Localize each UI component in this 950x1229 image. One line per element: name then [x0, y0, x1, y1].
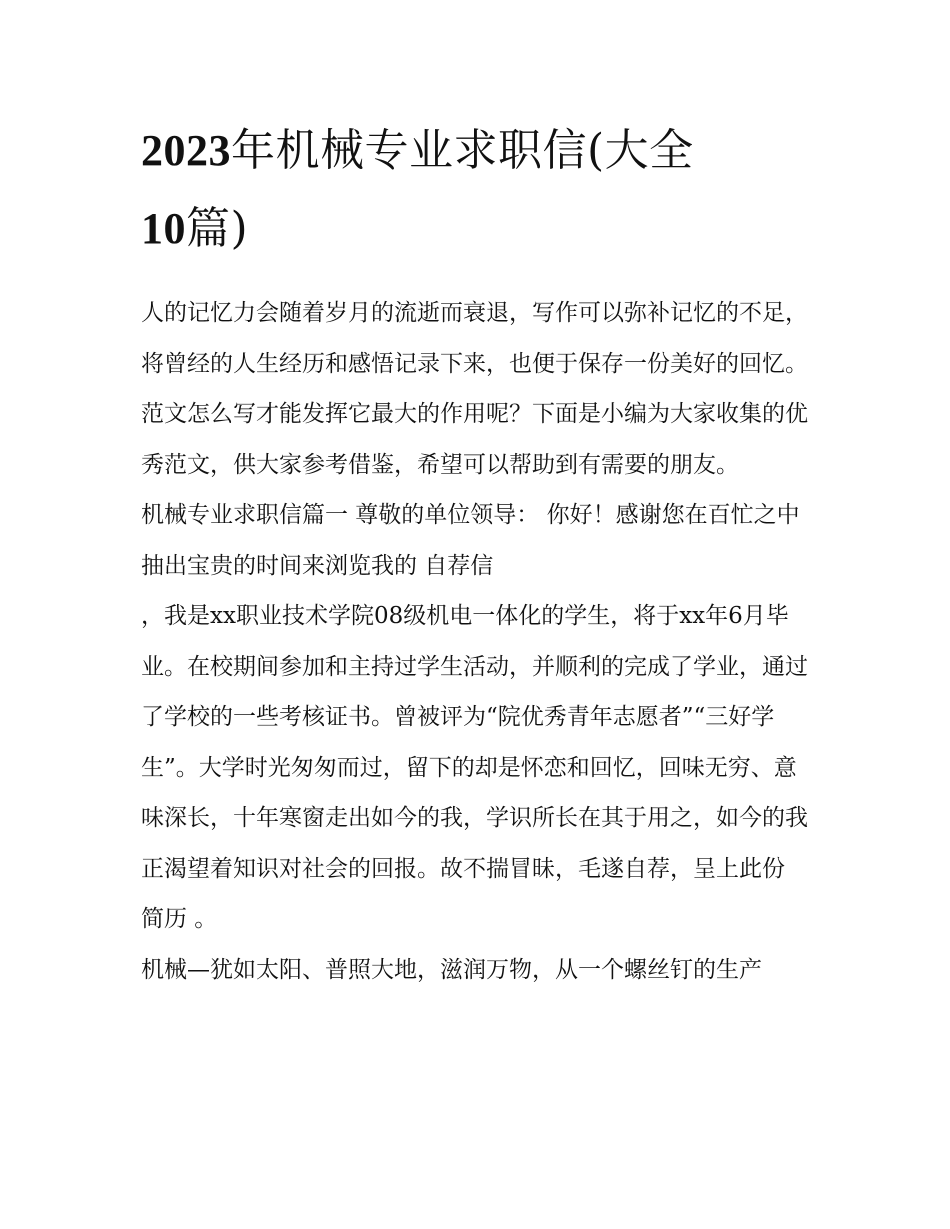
title-text-line1: 年机械专业求职信(大全	[231, 125, 694, 176]
title-count: 10	[141, 204, 186, 253]
paragraph-machinery: 机械—犹如太阳、普照大地，滋润万物，从一个螺丝钉的生产	[141, 956, 762, 983]
paragraph-resume: 简历 。	[141, 906, 218, 932]
document-title	[141, 112, 813, 268]
document-body	[141, 288, 813, 995]
paragraph-letter-opening: 机械专业求职信篇一 尊敬的单位领导： 你好！感谢您在百忙之中抽出宝贵的时间来浏览我的 自荐信	[141, 502, 800, 579]
title-text-line2: 篇)	[186, 203, 249, 254]
document-page	[141, 112, 813, 995]
paragraph-intro: 人的记忆力会随着岁月的流逝而衰退，写作可以弥补记忆的不足，将曾经的人生经历和感悟记录下来，也便于保存一份美好的回忆。范文怎么写才能发挥它最大的作用呢？下面是小编为大家收集的优秀范文，供大家参考借鉴，希望可以帮助到有需要的朋友。	[141, 300, 808, 478]
title-year: 2023	[141, 126, 231, 175]
paragraph-self-introduction: ，我是xx职业技术学院08级机电一体化的学生，将于xx年6月毕业。在校期间参加和主持过学生活动，并顺利的完成了学业，通过了学校的一些考核证书。曾被评为“院优秀青年志愿者”“三好学生”。大学时光匆匆而过，留下的却是怀恋和回忆，回味无穷、意味深长，十年寒窗走出如今的我，学识所长在其于用之，如今的我正渴望着知识对社会的回报。故不揣冒昧，毛遂自荐，呈上此份	[141, 603, 808, 882]
